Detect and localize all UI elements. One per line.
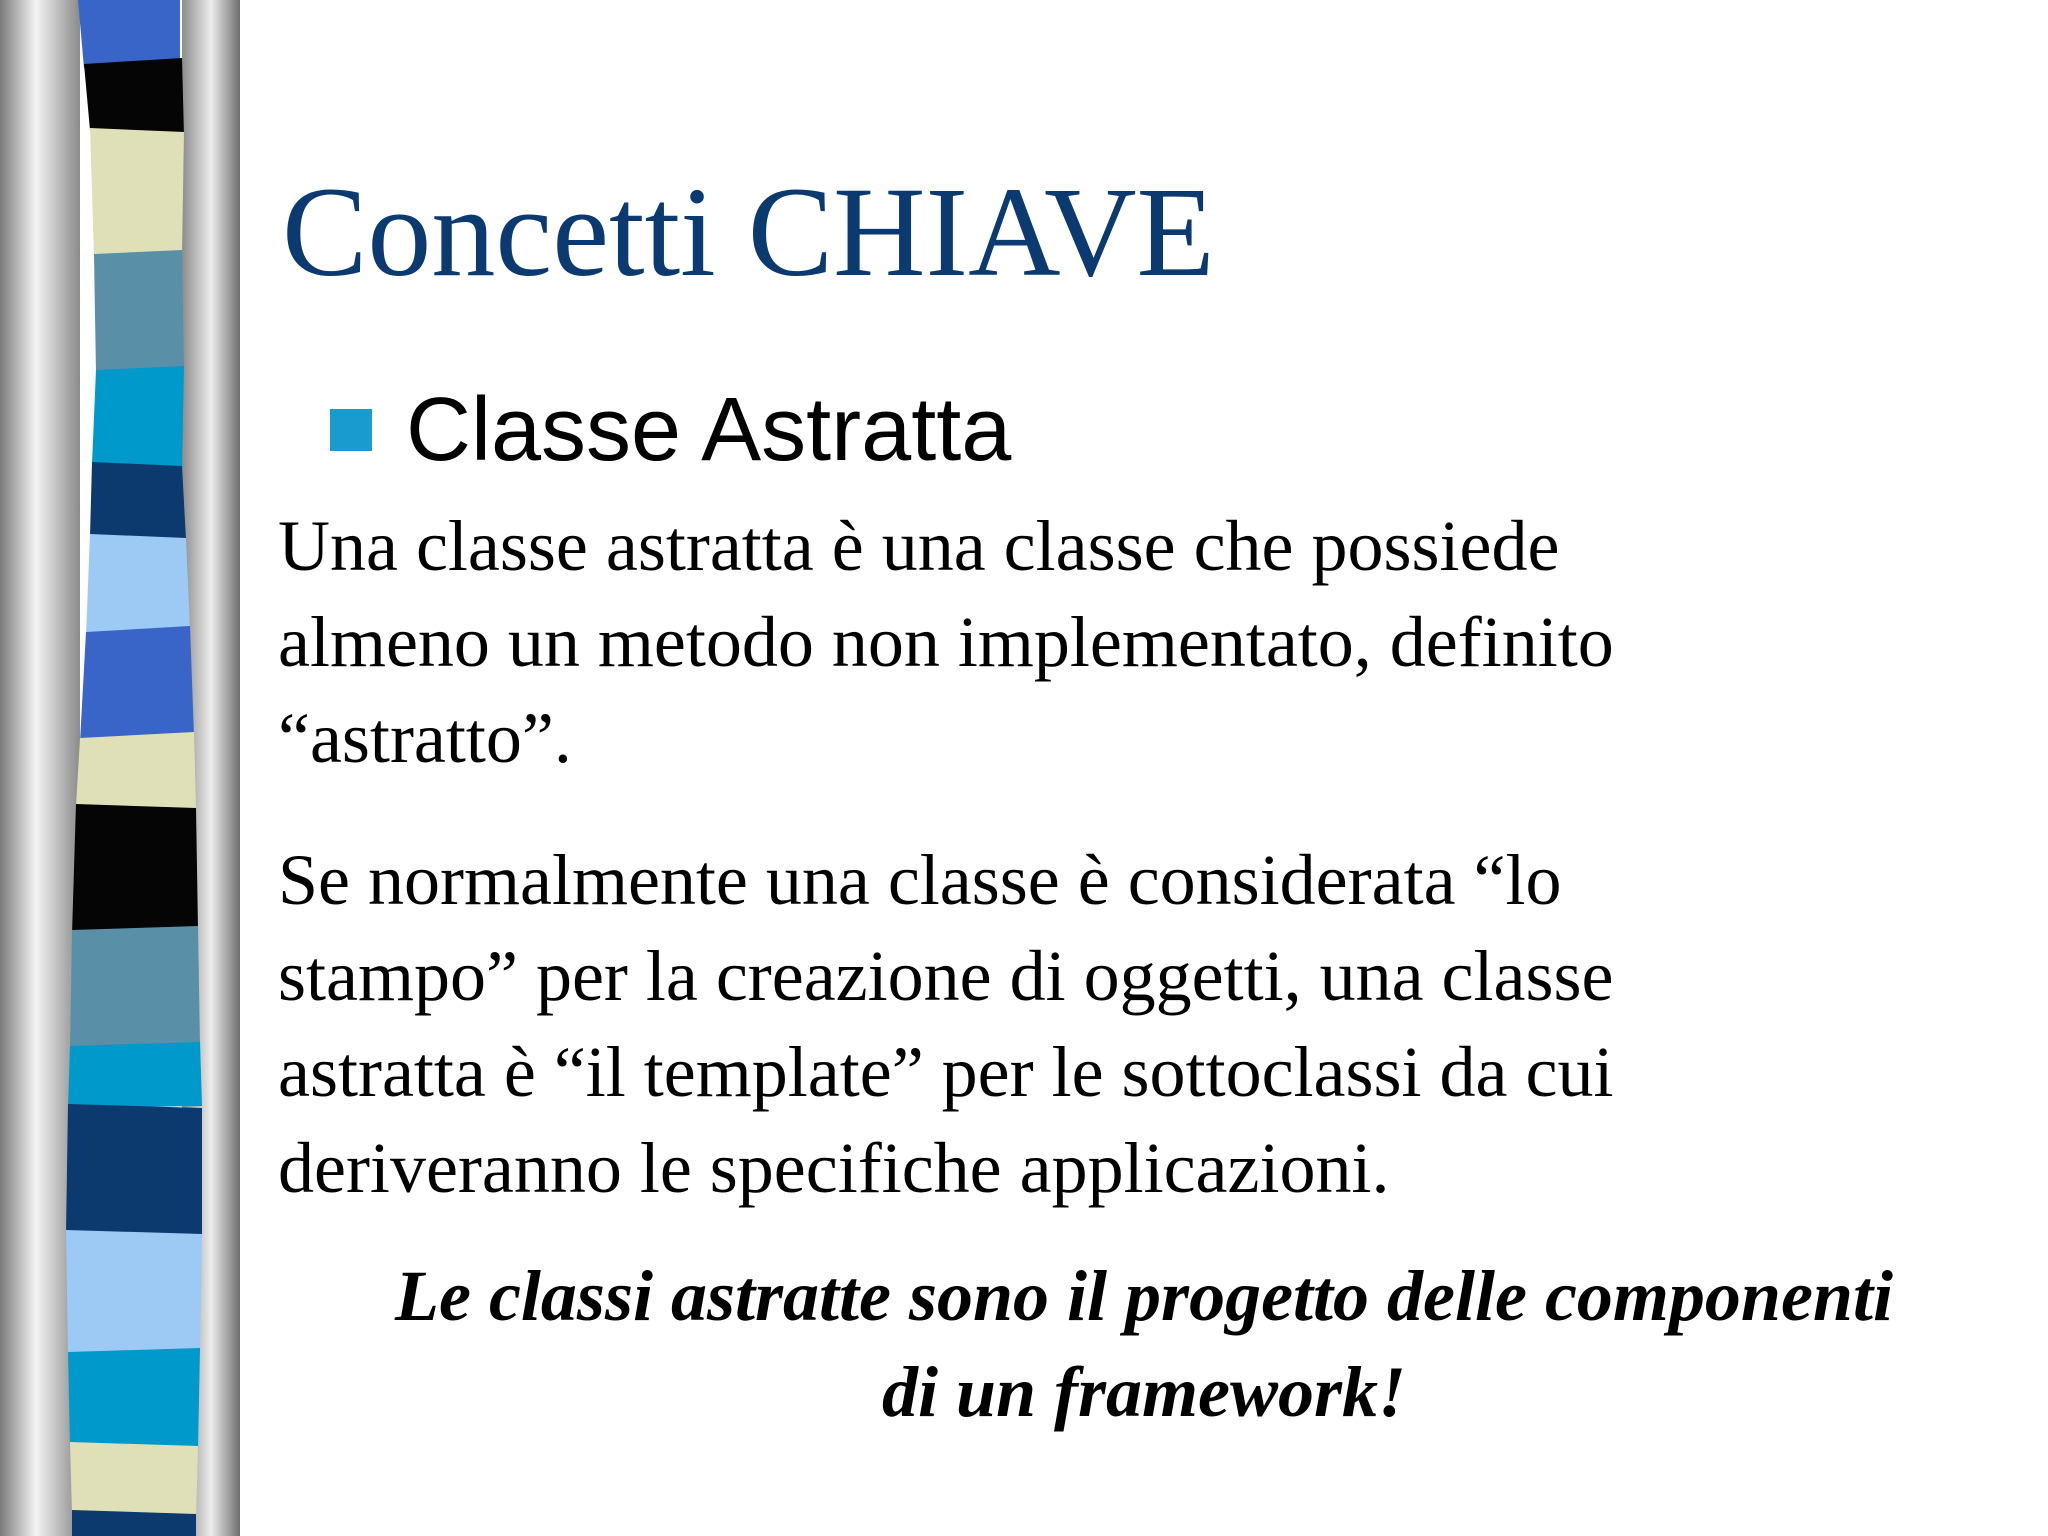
- square-bullet-icon: [330, 409, 372, 451]
- closing-statement: [240, 1248, 2048, 1440]
- bullet-label: Classe Astratta: [406, 380, 1012, 480]
- bullet-item: [330, 380, 1011, 480]
- slide-title: Concetti CHIAVE: [282, 161, 1215, 303]
- explanation-paragraph: [278, 832, 1613, 1216]
- closing-line: Le classi astratte sono il progetto delle componenti: [395, 1256, 1893, 1336]
- paragraph-line: Una classe astratta è una classe che possiede: [278, 506, 1560, 586]
- paragraph-line: almeno un metodo non implementato, definito: [278, 602, 1614, 682]
- paragraph-line: Se normalmente una classe è considerata “lo: [278, 840, 1562, 920]
- paragraph-line: “astratto”.: [278, 698, 572, 778]
- paragraph-line: astratta è “il template” per le sottoclassi da cui: [278, 1032, 1614, 1112]
- definition-paragraph: [278, 498, 1614, 786]
- closing-line: di un framework!: [881, 1352, 1407, 1432]
- decorative-stripe-border: [0, 0, 240, 1536]
- paragraph-line: deriveranno le specifiche applicazioni.: [278, 1128, 1390, 1208]
- paragraph-line: stampo” per la creazione di oggetti, una classe: [278, 936, 1614, 1016]
